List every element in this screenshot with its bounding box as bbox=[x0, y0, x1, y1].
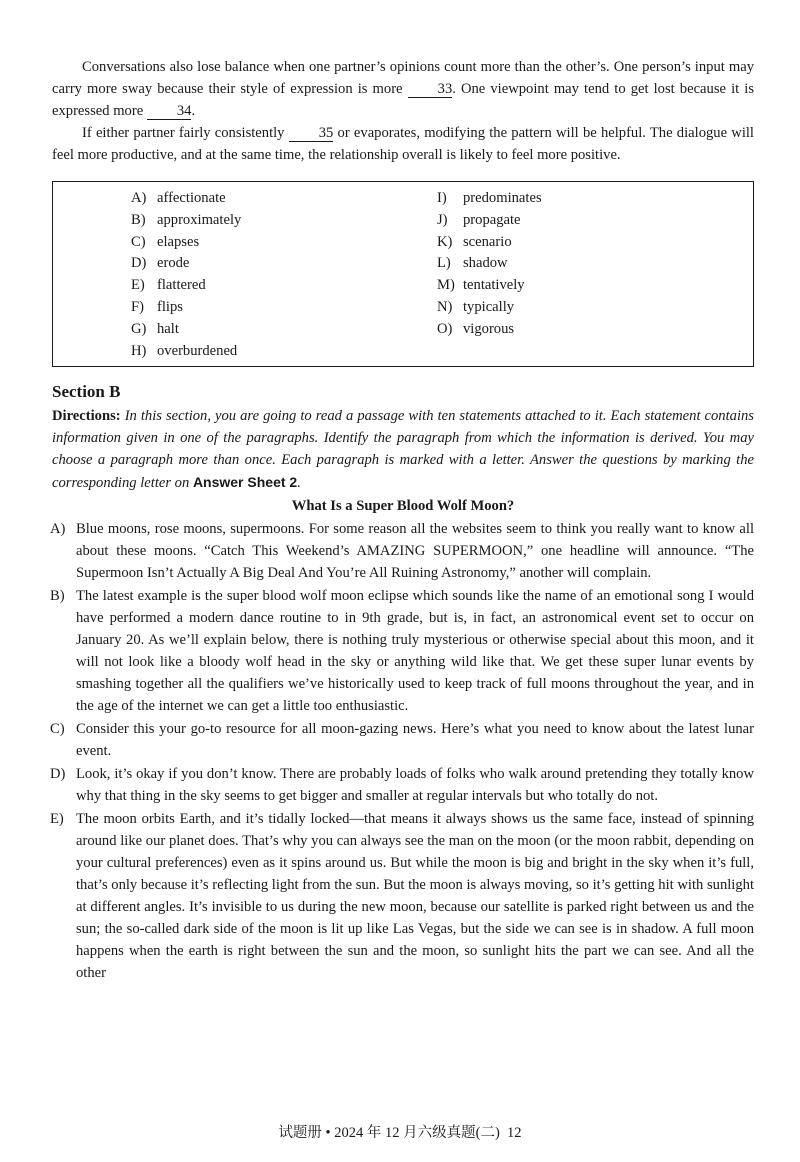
directions-label: Directions: bbox=[52, 408, 121, 424]
passage-paragraph-c bbox=[50, 718, 754, 762]
intro-text: or evaporates, modifying the pattern will be helpful. The dialogue will feel more productive, and at the same time, the relationship overall is likely to feel more positive. bbox=[52, 125, 754, 163]
word-bank-item: N) typically bbox=[437, 298, 515, 315]
page-content bbox=[52, 56, 754, 984]
word-bank-item: M) tentatively bbox=[437, 277, 525, 294]
word-bank-item: A) affectionate bbox=[131, 190, 226, 206]
section-b-title: Section B bbox=[52, 382, 121, 401]
paragraph-letter: A) bbox=[50, 521, 66, 537]
word-bank-item: O) vigorous bbox=[437, 320, 515, 337]
word-bank-left-column bbox=[131, 188, 241, 362]
intro-paragraph-1 bbox=[52, 56, 754, 122]
word-bank-item: H) overburdened bbox=[131, 342, 238, 359]
word-bank-right-column bbox=[437, 188, 542, 341]
word-bank-box bbox=[52, 181, 754, 367]
intro-paragraph-2 bbox=[52, 122, 754, 166]
word-bank-item: I) predominates bbox=[437, 190, 542, 206]
intro-text: Conversations also lose balance when one partner’s opinions count more than the other’s. One person’s input may carry more sway because their style of expression is more bbox=[52, 59, 754, 97]
word-bank-item: L) shadow bbox=[437, 255, 508, 272]
intro-text: . One viewpoint may tend to get lost because it is expressed more bbox=[52, 81, 754, 119]
blank-34: 34 bbox=[147, 103, 192, 120]
section-b-directions: Directions: In this section, you are going to read a passage with ten statements attached to it. Each statement contains information given in one of the paragraphs. Identify the paragraph from which the information is derived. You may choose a paragraph more than once. Each paragraph is marked with a letter. Answer the questions by marking the corresponding letter on Answer Sheet 2. bbox=[52, 408, 754, 491]
passage-paragraph-b bbox=[50, 585, 754, 717]
passage-paragraph-a bbox=[50, 518, 754, 584]
page-number: 12 bbox=[507, 1125, 522, 1141]
word-bank-item: J) propagate bbox=[437, 211, 521, 228]
paragraph-letter: E) bbox=[50, 811, 64, 827]
blank-33: 33 bbox=[408, 81, 453, 98]
answer-sheet-label: Answer Sheet 2 bbox=[192, 474, 298, 490]
passage-title: What Is a Super Blood Wolf Moon? bbox=[291, 498, 515, 514]
paragraph-text: Blue moons, rose moons, supermoons. For some reason all the websites seem to think you really want to know all about these moons. “Catch This Weekend’s AMAZING SUPERMOON,” one headline will announce. “The Supermoon Isn’t Actually A Big Deal And You’re All Ruining Astronomy,” another will complain. bbox=[76, 521, 754, 581]
paragraph-text: Consider this your go-to resource for all moon-gazing news. Here’s what you need to know about the latest lunar event. bbox=[76, 721, 754, 759]
paragraph-letter: C) bbox=[50, 721, 65, 737]
word-bank-item: F) flips bbox=[131, 298, 183, 315]
intro-text: If either partner fairly consistently bbox=[82, 125, 285, 141]
page-footer bbox=[0, 1122, 800, 1144]
word-bank-item: D) erode bbox=[131, 255, 190, 272]
word-bank-item: K) scenario bbox=[437, 233, 512, 250]
word-bank-item: C) elapses bbox=[131, 233, 200, 250]
intro-text: . bbox=[191, 103, 196, 119]
paragraph-text: The latest example is the super blood wolf moon eclipse which sounds like the name of an emotional song I would have performed a modern dance routine to in 9th grade, but is, in fact, an astronomical event set to occur on January 20. As we’ll explain below, there is nothing truly mysterious or otherwise special about this moon, and it will not look like a bloody wolf head in the sky or anything wild like that. We get these super lunar events by smashing together all the qualifiers we’ve historically used to keep track of full moons throughout the year, and in the age of the internet we can get a little too enthusiastic. bbox=[76, 588, 754, 714]
passage-paragraph-e bbox=[50, 808, 754, 984]
paragraph-letter: D) bbox=[50, 766, 66, 782]
directions-text: In this section, you are going to read a passage with ten statements attached to it. Each statement contains information given in one of the paragraphs. Identify the paragraph from which the information is derived. You may choose a paragraph more than once. Each paragraph is marked with a letter. Answer the questions by marking the corresponding letter on bbox=[52, 408, 754, 491]
word-bank-item: E) flattered bbox=[131, 277, 206, 294]
word-bank-item: B) approximately bbox=[131, 211, 242, 228]
passage-paragraph-d bbox=[50, 763, 754, 807]
paragraph-text: The moon orbits Earth, and it’s tidally locked—that means it always shows us the same face, instead of spinning around like our planet does. That’s why you can always see the man on the moon (or the moon rabbit, depending on your cultural preferences) even as it spins around us. But while the moon is big and bright in the sky when it’s full, that’s only because it’s reflecting light from the sun. But the moon is always moving, so it’s getting hit with sunlight at different angles. It’s invisible to us during the new moon, because our satellite is parked right between us and the sun; the so-called dark side of the moon is lit up like Las Vegas, but the side we can see is in shadow. A full moon happens when the earth is right between the sun and the moon, so sunlight hits the part we can see. And all the other bbox=[76, 811, 754, 981]
blank-35: 35 bbox=[289, 125, 334, 142]
word-bank-item: G) halt bbox=[131, 320, 179, 337]
paragraph-text: Look, it’s okay if you don’t know. There are probably loads of folks who walk around pretending they totally know why that thing in the sky seems to get bigger and smaller at regular intervals but who totally do not. bbox=[76, 766, 754, 804]
footer-text: 试题册 • 2024 年 12 月六级真题(二) bbox=[278, 1125, 500, 1141]
paragraph-letter: B) bbox=[50, 588, 65, 604]
